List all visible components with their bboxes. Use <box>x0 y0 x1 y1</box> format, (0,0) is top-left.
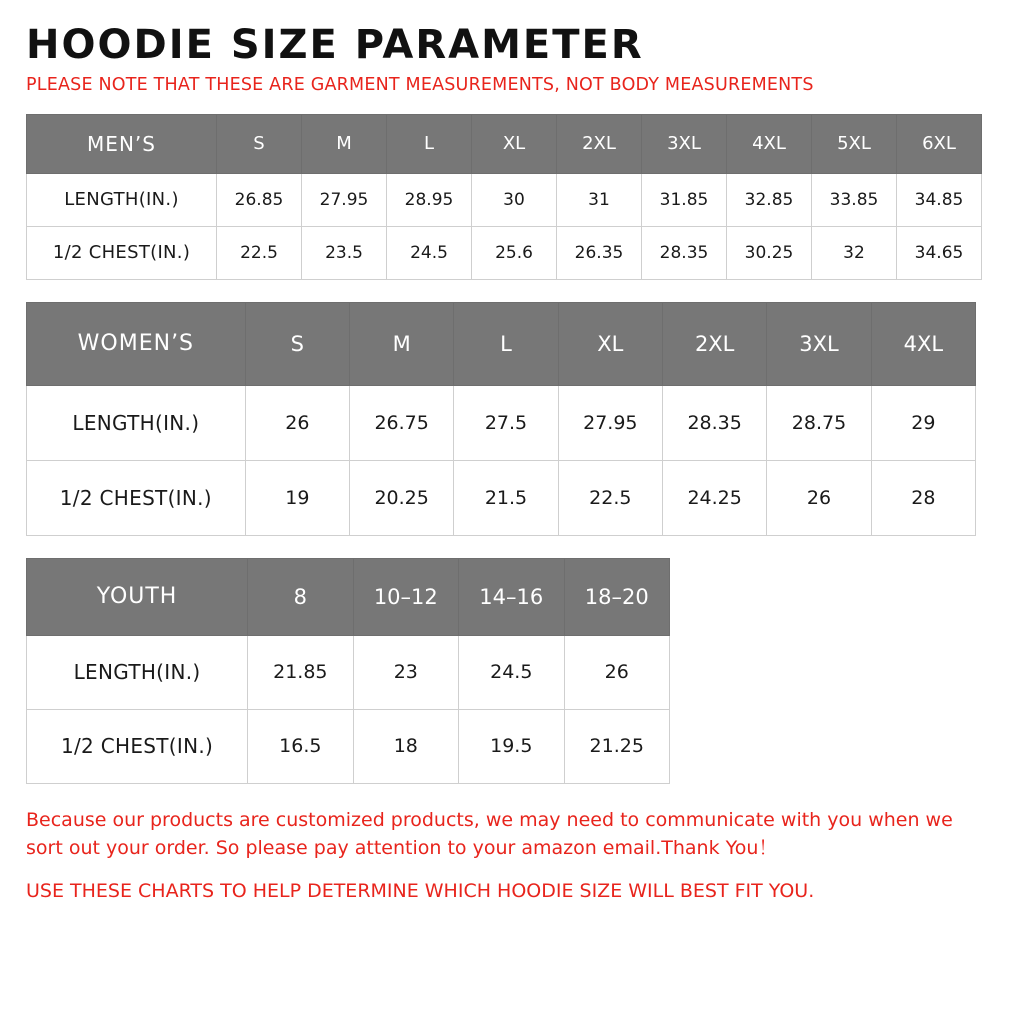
youth-size-header: 10–12 <box>353 558 458 635</box>
table-cell: 30 <box>472 173 557 226</box>
table-cell: 21.5 <box>454 460 558 535</box>
table-header-row <box>27 114 982 173</box>
page-title: HOODIE SIZE PARAMETER <box>26 22 644 68</box>
table-cell: 31 <box>557 173 642 226</box>
table-cell: 26.85 <box>217 173 302 226</box>
table-cell: 31.85 <box>642 173 727 226</box>
table-cell: 27.5 <box>454 385 558 460</box>
womens-size-header: XL <box>558 302 662 385</box>
row-label: 1/2 CHEST(IN.) <box>27 460 246 535</box>
table-cell: 26 <box>564 635 670 709</box>
womens-size-header: 3XL <box>767 302 871 385</box>
table-cell: 21.25 <box>564 709 670 783</box>
measurement-note: PLEASE NOTE THAT THESE ARE GARMENT MEASUREMENTS, NOT BODY MEASUREMENTS <box>26 75 814 95</box>
table-cell: 24.25 <box>663 460 767 535</box>
mens-size-table <box>26 114 982 280</box>
table-cell: 28.35 <box>642 226 727 279</box>
table-cell: 26.75 <box>350 385 454 460</box>
table-cell: 28.75 <box>767 385 871 460</box>
table-cell: 27.95 <box>302 173 387 226</box>
table-row <box>27 460 976 535</box>
mens-size-header: 5XL <box>812 114 897 173</box>
mens-size-header: L <box>387 114 472 173</box>
table-header-row <box>27 302 976 385</box>
table-row <box>27 385 976 460</box>
womens-size-table <box>26 302 976 536</box>
table-cell: 27.95 <box>558 385 662 460</box>
table-cell: 30.25 <box>727 226 812 279</box>
table-cell: 29 <box>871 385 975 460</box>
youth-size-header: 8 <box>248 558 353 635</box>
womens-size-header: L <box>454 302 558 385</box>
table-cell: 34.65 <box>897 226 982 279</box>
row-label: LENGTH(IN.) <box>27 385 246 460</box>
youth-header-label: YOUTH <box>27 558 248 635</box>
mens-size-header: S <box>217 114 302 173</box>
table-row <box>27 635 670 709</box>
table-cell: 32.85 <box>727 173 812 226</box>
footer-paragraph-usage: USE THESE CHARTS TO HELP DETERMINE WHICH HOODIE SIZE WILL BEST FIT YOU. <box>26 879 815 902</box>
row-label: 1/2 CHEST(IN.) <box>27 226 217 279</box>
table-row <box>27 226 982 279</box>
table-cell: 20.25 <box>350 460 454 535</box>
womens-size-header: 2XL <box>663 302 767 385</box>
mens-size-header: 3XL <box>642 114 727 173</box>
row-label: 1/2 CHEST(IN.) <box>27 709 248 783</box>
table-cell: 23 <box>353 635 458 709</box>
womens-header-label: WOMEN’S <box>27 302 246 385</box>
womens-size-header: 4XL <box>871 302 975 385</box>
table-cell: 18 <box>353 709 458 783</box>
table-cell: 24.5 <box>387 226 472 279</box>
footer-paragraph-customization: Because our products are customized products, we may need to communicate with you when we sort out your order. So please pay attention to your amazon email.Thank You！ <box>26 808 953 860</box>
youth-size-header: 18–20 <box>564 558 670 635</box>
table-cell: 25.6 <box>472 226 557 279</box>
table-cell: 33.85 <box>812 173 897 226</box>
womens-size-header: M <box>350 302 454 385</box>
table-cell: 26 <box>245 385 349 460</box>
table-cell: 34.85 <box>897 173 982 226</box>
table-cell: 22.5 <box>217 226 302 279</box>
row-label: LENGTH(IN.) <box>27 173 217 226</box>
table-cell: 16.5 <box>248 709 353 783</box>
table-cell: 28 <box>871 460 975 535</box>
table-cell: 28.35 <box>663 385 767 460</box>
mens-header-label: MEN’S <box>27 114 217 173</box>
table-row <box>27 709 670 783</box>
table-cell: 23.5 <box>302 226 387 279</box>
mens-size-header: XL <box>472 114 557 173</box>
table-cell: 26 <box>767 460 871 535</box>
table-cell: 32 <box>812 226 897 279</box>
table-cell: 19 <box>245 460 349 535</box>
table-cell: 21.85 <box>248 635 353 709</box>
mens-size-header: 2XL <box>557 114 642 173</box>
table-header-row <box>27 558 670 635</box>
footer-notes <box>26 806 1000 906</box>
table-row <box>27 173 982 226</box>
womens-size-header: S <box>245 302 349 385</box>
table-cell: 28.95 <box>387 173 472 226</box>
table-cell: 22.5 <box>558 460 662 535</box>
table-cell: 19.5 <box>459 709 564 783</box>
row-label: LENGTH(IN.) <box>27 635 248 709</box>
mens-size-header: 6XL <box>897 114 982 173</box>
table-cell: 24.5 <box>459 635 564 709</box>
youth-size-table <box>26 558 670 784</box>
mens-size-header: M <box>302 114 387 173</box>
youth-size-header: 14–16 <box>459 558 564 635</box>
mens-size-header: 4XL <box>727 114 812 173</box>
table-cell: 26.35 <box>557 226 642 279</box>
